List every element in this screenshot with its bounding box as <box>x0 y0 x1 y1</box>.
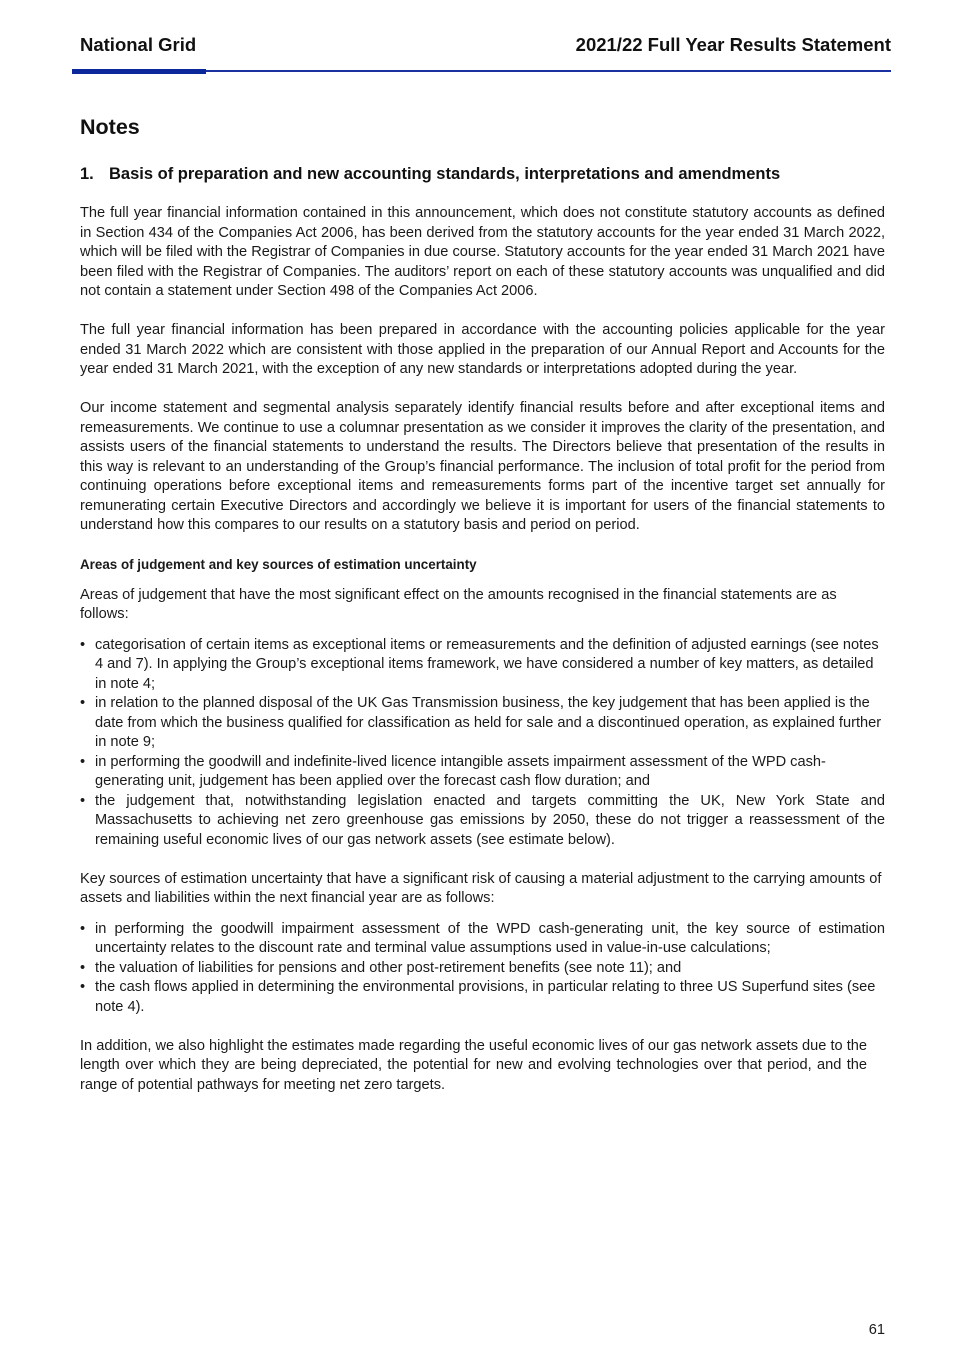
subheading-judgement: Areas of judgement and key sources of estimation uncertainty <box>80 556 477 572</box>
bullet-icon: • <box>80 695 86 711</box>
judgement-list <box>80 636 885 851</box>
paragraph-accounting-policies: The full year financial information has been prepared in accordance with the accounting policies applicable for the year ended 31 March 2022 which are consistent with those applied in the preparation of our Annual Report and Accounts for the year ended 31 March 2021, with the exception of any new standards or interpretations adopted during the year. <box>80 322 885 377</box>
paragraph-statutory-accounts: The full year financial information contained in this announcement, which does not constitute statutory accounts as defined in Section 434 of the Companies Act 2006, has been derived from the statutory accounts for the year ended 31 March 2022, which will be filed with the Registrar of Companies in due course. Statutory accounts for the year ended 31 March 2021 have been filed with the Registrar of Companies. The auditors’ report on each of these statutory accounts was unqualified and did not contain a statement under Section 498 of the Companies Act 2006. <box>80 205 885 299</box>
bullet-icon: • <box>80 792 86 809</box>
bullet-icon: • <box>80 753 86 770</box>
paragraph-income-statement: Our income statement and segmental analysis separately identify financial results before and after exceptional items and remeasurements. We continue to use a columnar presentation as we consider it improves the clarity of the presentation, and assists users of the financial statements to understand the results. The Directors believe that presentation of the results in this way is relevant to an understanding of the Group’s financial performance. The inclusion of total profit for the period from continuing operations before exceptional items and remeasurements forms part of the incentive target set annually for remunerating certain Executive Directors and accordingly we believe it is important for users of the financial statements to understand how this compares to our results on a statutory basis and period on period. <box>80 400 885 533</box>
list-item: • the valuation of liabilities for pensions and other post-retirement benefits (see note 11); and <box>80 959 885 979</box>
list-item: • in performing the goodwill impairment assessment of the WPD cash-generating unit, the key source of estimation uncertainty relates to the discount rate and terminal value assumptions used in value-in-use calculations; <box>80 920 885 956</box>
paragraph-estimation-intro: Key sources of estimation uncertainty that have a significant risk of causing a material adjustment to the carrying amounts of assets and liabilities within the next financial year are as follows: <box>80 870 882 906</box>
bullet-icon: • <box>80 920 86 937</box>
header-rule-accent <box>72 69 206 74</box>
list-item: • the judgement that, notwithstanding legislation enacted and targets committing the UK, New York State and Massachusetts to achieving net zero greenhouse gas emissions by 2050, these do not trigger a reassessment of the remaining useful economic lives of our gas network assets (see estimate below). <box>80 792 885 848</box>
company-name: National Grid <box>80 34 197 55</box>
document-title: 2021/22 Full Year Results Statement <box>575 34 891 55</box>
list-item: • in performing the goodwill and indefinite-lived licence intangible assets impairment assessment of the WPD cash-generating unit, judgement has been applied over the forecast cash flow duration; and <box>80 753 826 789</box>
list-item: • categorisation of certain items as exceptional items or remeasurements and the definition of adjusted earnings (see notes 4 and 7). In applying the Group’s exceptional items framework, we have considered a number of key matters, as detailed in note 4; <box>80 636 879 692</box>
bullet-icon: • <box>80 959 86 976</box>
section-title: Basis of preparation and new accounting standards, interpretations and amendments <box>109 165 781 183</box>
page-content <box>80 112 885 1095</box>
paragraph-judgement-intro: Areas of judgement that have the most significant effect on the amounts recognised in the financial statements are as follows: <box>80 586 837 622</box>
bullet-icon: • <box>80 979 86 995</box>
list-item: • the cash flows applied in determining the environmental provisions, in particular relating to three US Superfund sites (see note 4). <box>80 979 876 1015</box>
page-title: Notes <box>80 115 140 139</box>
page-number: 61 <box>868 1322 885 1338</box>
list-item: • in relation to the planned disposal of the UK Gas Transmission business, the key judgement that has been applied is the date from which the business qualified for classification as held for sale and a discontinued operation, as explained further in note 9; <box>80 695 882 750</box>
paragraph-closing: In addition, we also highlight the estimates made regarding the useful economic lives of our gas network assets due to the length over which they are being depreciated, the potential for new and evolving technologies over that period, and the range of potential pathways for meeting net zero targets. <box>80 1037 867 1093</box>
section-heading <box>80 162 885 186</box>
estimation-list <box>80 920 885 1018</box>
section-number: 1. <box>80 165 94 183</box>
bullet-icon: • <box>80 636 86 653</box>
